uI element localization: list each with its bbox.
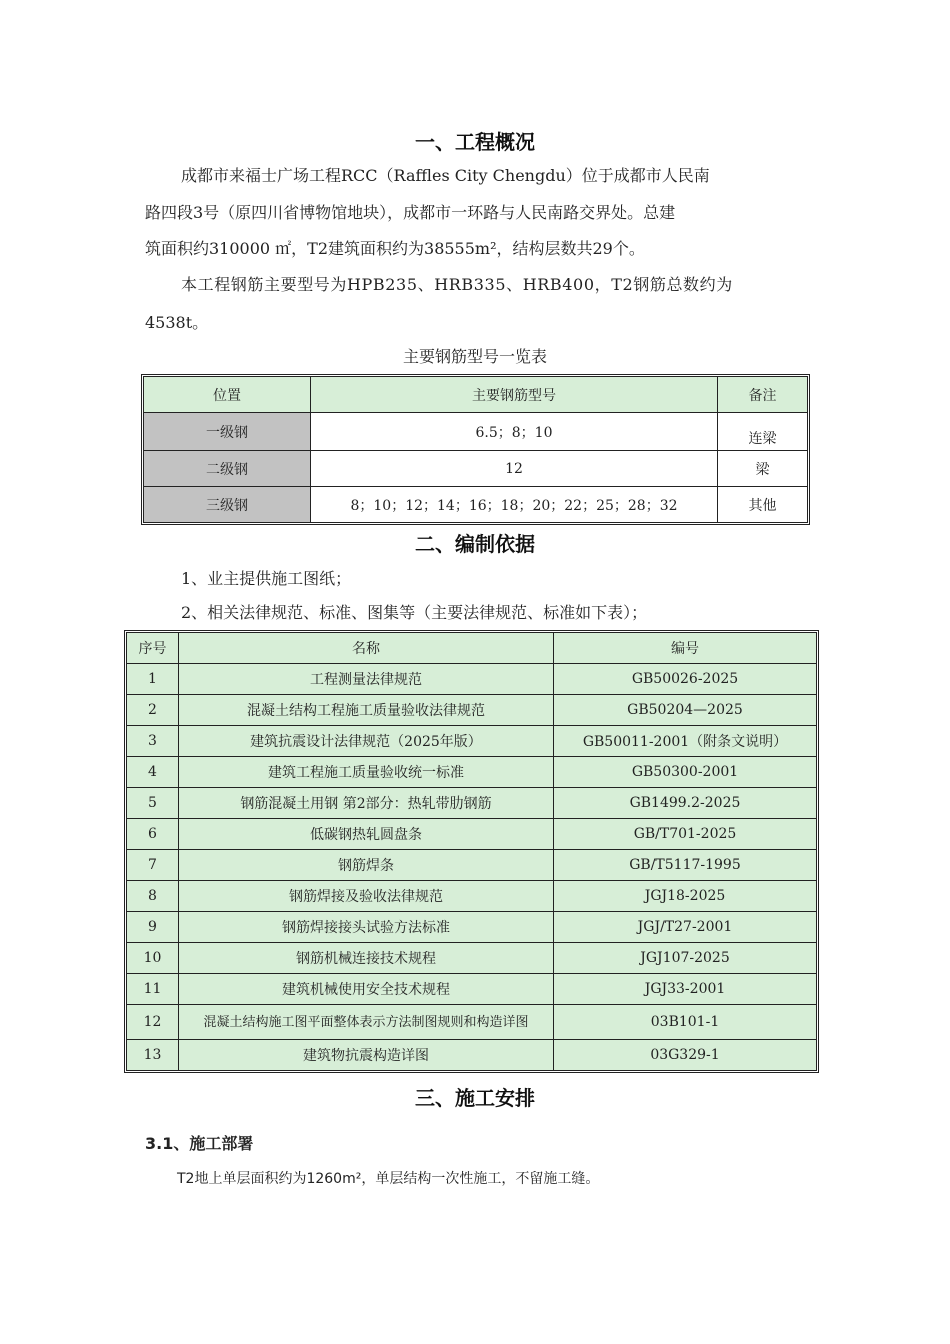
cell-name: 建筑抗震设计法律规范（2025年版） <box>179 726 554 757</box>
cell-code: GB50300-2001 <box>554 757 817 788</box>
table-header-row <box>127 633 817 664</box>
cell-name: 建筑物抗震构造详图 <box>179 1040 554 1071</box>
cell-name: 钢筋机械连接技术规程 <box>179 943 554 974</box>
cell-name: 工程测量法律规范 <box>179 664 554 695</box>
cell-code: GB50204—2025 <box>554 695 817 726</box>
overview-paragraph-2-line-2: 4538t。 <box>145 313 209 332</box>
subsection-title: 3.1、施工部署 <box>145 1134 254 1153</box>
cell-number: 3 <box>127 726 179 757</box>
cell-code: GB/T5117-1995 <box>554 850 817 881</box>
table-row <box>144 413 808 451</box>
table-row <box>127 974 817 1005</box>
section-2-title: 二、编制依据 <box>415 532 535 556</box>
cell-code: GB50026-2025 <box>554 664 817 695</box>
table-row <box>127 726 817 757</box>
header-note: 备注 <box>718 377 808 413</box>
cell-number: 12 <box>127 1005 179 1040</box>
header-number: 序号 <box>127 633 179 664</box>
table-row <box>127 1005 817 1040</box>
table-row <box>127 912 817 943</box>
cell-note: 连梁 <box>718 413 808 451</box>
header-position: 位置 <box>144 377 311 413</box>
cell-note: 其他 <box>718 487 808 523</box>
cell-name: 钢筋焊条 <box>179 850 554 881</box>
cell-name: 混凝土结构施工图平面整体表示方法制图规则和构造详图 <box>179 1005 554 1040</box>
cell-number: 7 <box>127 850 179 881</box>
cell-name: 建筑机械使用安全技术规程 <box>179 974 554 1005</box>
cell-code: GB1499.2-2025 <box>554 788 817 819</box>
cell-number: 4 <box>127 757 179 788</box>
cell-name: 建筑工程施工质量验收统一标准 <box>179 757 554 788</box>
table-row <box>127 788 817 819</box>
table-row <box>127 943 817 974</box>
cell-code: GB50011-2001（附条文说明） <box>554 726 817 757</box>
cell-name: 低碳钢热轧圆盘条 <box>179 819 554 850</box>
cell-position: 一级钢 <box>144 413 311 451</box>
basis-item-1: 1、业主提供施工图纸； <box>181 569 352 588</box>
cell-code: JGJ/T27-2001 <box>554 912 817 943</box>
cell-code: GB/T701-2025 <box>554 819 817 850</box>
header-steel-type: 主要钢筋型号 <box>311 377 718 413</box>
cell-code: JGJ18-2025 <box>554 881 817 912</box>
cell-position: 二级钢 <box>144 451 311 487</box>
table-row <box>127 850 817 881</box>
cell-position: 三级钢 <box>144 487 311 523</box>
cell-number: 11 <box>127 974 179 1005</box>
table-row <box>127 1040 817 1071</box>
overview-paragraph-1-line-3: 筑面积约310000 ㎡，T2建筑面积约为38555m²，结构层数共29个。 <box>145 239 645 258</box>
cell-number: 9 <box>127 912 179 943</box>
cell-code: 03B101-1 <box>554 1005 817 1040</box>
table-row <box>144 487 808 523</box>
basis-item-2: 2、相关法律规范、标准、图集等（主要法律规范、标准如下表）； <box>181 603 648 622</box>
cell-number: 5 <box>127 788 179 819</box>
cell-number: 6 <box>127 819 179 850</box>
table-row <box>144 451 808 487</box>
header-name: 名称 <box>179 633 554 664</box>
cell-name: 钢筋焊接接头试验方法标准 <box>179 912 554 943</box>
overview-paragraph-1-line-2: 路四段3号（原四川省博物馆地块），成都市一环路与人民南路交界处。总建 <box>145 203 676 222</box>
cell-code: 03G329-1 <box>554 1040 817 1071</box>
cell-number: 13 <box>127 1040 179 1071</box>
standards-table <box>126 632 817 1071</box>
overview-paragraph-2-line-1: 本工程钢筋主要型号为HPB235、HRB335、HRB400，T2钢筋总数约为 <box>181 275 733 294</box>
table-header-row <box>144 377 808 413</box>
cell-name: 钢筋混凝土用钢 第2部分：热轧带肋钢筋 <box>179 788 554 819</box>
cell-number: 2 <box>127 695 179 726</box>
cell-number: 10 <box>127 943 179 974</box>
cell-code: JGJ107-2025 <box>554 943 817 974</box>
cell-steel-type: 6.5；8；10 <box>311 413 718 451</box>
steel-type-table <box>143 376 808 523</box>
table-row <box>127 757 817 788</box>
cell-name: 钢筋焊接及验收法律规范 <box>179 881 554 912</box>
table-row <box>127 695 817 726</box>
table-row <box>127 819 817 850</box>
cell-name: 混凝土结构工程施工质量验收法律规范 <box>179 695 554 726</box>
header-code: 编号 <box>554 633 817 664</box>
overview-paragraph-1-line-1: 成都市来福士广场工程RCC（Raffles City Chengdu）位于成都市人民南 <box>181 166 710 185</box>
cell-steel-type: 12 <box>311 451 718 487</box>
steel-table-caption: 主要钢筋型号一览表 <box>402 347 547 366</box>
arrangement-text: T2地上单层面积约为1260m²，单层结构一次性施工，不留施工缝。 <box>177 1171 600 1187</box>
table-row <box>127 664 817 695</box>
section-3-title: 三、施工安排 <box>415 1086 535 1110</box>
cell-steel-type: 8；10；12；14；16；18；20；22；25；28；32 <box>311 487 718 523</box>
cell-number: 1 <box>127 664 179 695</box>
section-1-title: 一、工程概况 <box>415 130 535 154</box>
cell-number: 8 <box>127 881 179 912</box>
cell-code: JGJ33-2001 <box>554 974 817 1005</box>
cell-note: 梁 <box>718 451 808 487</box>
table-row <box>127 881 817 912</box>
